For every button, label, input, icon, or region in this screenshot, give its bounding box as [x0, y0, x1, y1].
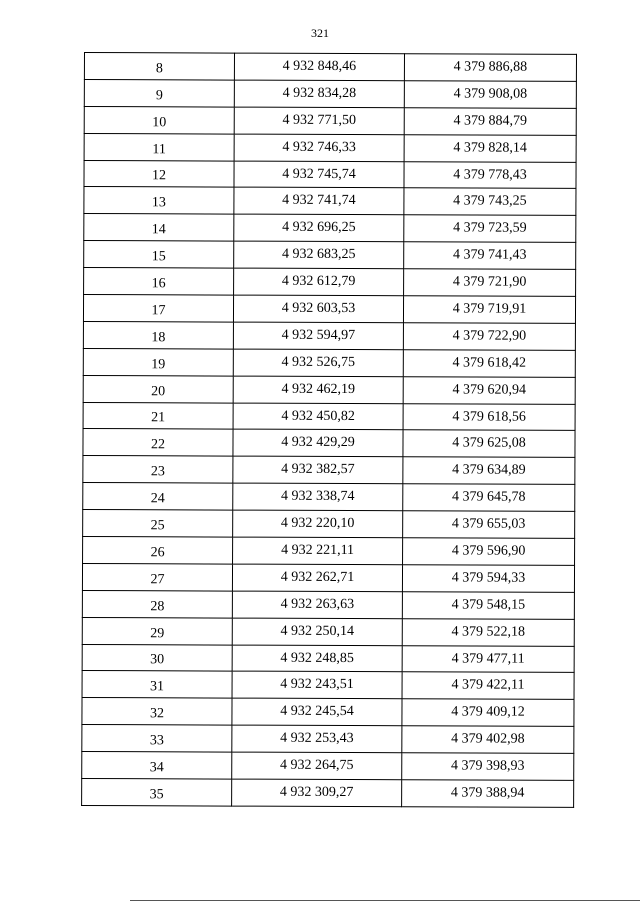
point-number-cell: 29 [82, 617, 232, 644]
x-coordinate-cell: 4 932 746,33 [234, 134, 404, 162]
y-coordinate-cell: 4 379 398,93 [402, 753, 574, 781]
table-row [84, 268, 576, 297]
table-row [83, 456, 575, 485]
table-row [82, 617, 574, 646]
y-coordinate-cell: 4 379 634,89 [403, 457, 575, 485]
point-number-cell: 12 [84, 160, 234, 187]
point-number-cell: 22 [83, 429, 233, 456]
y-coordinate-cell: 4 379 828,14 [404, 134, 576, 162]
y-coordinate-cell: 4 379 645,78 [403, 484, 575, 512]
point-number-cell: 11 [84, 133, 234, 160]
point-number-cell: 27 [82, 563, 232, 590]
x-coordinate-cell: 4 932 594,97 [233, 322, 403, 350]
table-row [83, 483, 575, 512]
point-number-cell: 18 [83, 321, 233, 348]
table-row [84, 214, 576, 243]
point-number-cell: 32 [82, 698, 232, 725]
x-coordinate-cell: 4 932 262,71 [232, 564, 402, 592]
y-coordinate-cell: 4 379 618,56 [403, 403, 575, 431]
point-number-cell: 15 [84, 241, 234, 268]
x-coordinate-cell: 4 932 834,28 [234, 80, 404, 108]
table-row [84, 187, 576, 216]
x-coordinate-cell: 4 932 243,51 [232, 672, 402, 700]
table-row [83, 348, 575, 377]
point-number-cell: 20 [83, 375, 233, 402]
table-row [82, 698, 574, 727]
x-coordinate-cell: 4 932 526,75 [233, 349, 403, 377]
point-number-cell: 30 [82, 644, 232, 671]
table-row [83, 375, 575, 404]
point-number-cell: 21 [83, 402, 233, 429]
y-coordinate-cell: 4 379 741,43 [404, 242, 576, 270]
y-coordinate-cell: 4 379 719,91 [403, 296, 575, 324]
y-coordinate-cell: 4 379 422,11 [402, 672, 574, 700]
x-coordinate-cell: 4 932 338,74 [233, 483, 403, 511]
page-edge-line [130, 900, 640, 901]
y-coordinate-cell: 4 379 884,79 [404, 108, 576, 136]
y-coordinate-cell: 4 379 618,42 [403, 350, 575, 378]
x-coordinate-cell: 4 932 264,75 [232, 752, 402, 780]
table-row [83, 402, 575, 431]
y-coordinate-cell: 4 379 722,90 [403, 323, 575, 351]
y-coordinate-cell: 4 379 477,11 [402, 645, 574, 673]
y-coordinate-cell: 4 379 625,08 [403, 430, 575, 458]
point-number-cell: 19 [83, 348, 233, 375]
x-coordinate-cell: 4 932 248,85 [232, 645, 402, 673]
x-coordinate-cell: 4 932 429,29 [233, 430, 403, 458]
y-coordinate-cell: 4 379 723,59 [404, 215, 576, 243]
y-coordinate-cell: 4 379 402,98 [402, 726, 574, 754]
y-coordinate-cell: 4 379 594,33 [402, 565, 574, 593]
table-row [83, 429, 575, 458]
table-row [83, 295, 575, 324]
table-row [82, 563, 574, 592]
point-number-cell: 24 [83, 483, 233, 510]
table-row [83, 321, 575, 350]
page-number: 321 [311, 26, 329, 40]
y-coordinate-cell: 4 379 548,15 [402, 592, 574, 620]
y-coordinate-cell: 4 379 388,94 [402, 780, 574, 808]
y-coordinate-cell: 4 379 620,94 [403, 376, 575, 404]
x-coordinate-cell: 4 932 848,46 [234, 53, 404, 81]
table-row [84, 79, 576, 108]
coordinate-table-body [82, 53, 577, 808]
table-row [84, 53, 576, 82]
x-coordinate-cell: 4 932 603,53 [233, 295, 403, 323]
point-number-cell: 17 [83, 295, 233, 322]
point-number-cell: 28 [82, 590, 232, 617]
table-row [82, 590, 574, 619]
x-coordinate-cell: 4 932 263,63 [232, 591, 402, 619]
point-number-cell: 26 [83, 537, 233, 564]
point-number-cell: 8 [84, 53, 234, 80]
y-coordinate-cell: 4 379 522,18 [402, 618, 574, 646]
y-coordinate-cell: 4 379 908,08 [404, 81, 576, 109]
table-row [82, 752, 574, 781]
point-number-cell: 10 [84, 106, 234, 133]
table-row [84, 106, 576, 135]
y-coordinate-cell: 4 379 721,90 [404, 269, 576, 297]
y-coordinate-cell: 4 379 886,88 [404, 54, 576, 82]
y-coordinate-cell: 4 379 596,90 [403, 538, 575, 566]
table-row [82, 779, 574, 808]
point-number-cell: 34 [82, 752, 232, 779]
x-coordinate-cell: 4 932 245,54 [232, 698, 402, 726]
point-number-cell: 16 [84, 268, 234, 295]
point-number-cell: 13 [84, 187, 234, 214]
x-coordinate-cell: 4 932 253,43 [232, 725, 402, 753]
x-coordinate-cell: 4 932 683,25 [234, 241, 404, 269]
y-coordinate-cell: 4 379 655,03 [403, 511, 575, 539]
x-coordinate-cell: 4 932 220,10 [233, 510, 403, 538]
x-coordinate-cell: 4 932 612,79 [234, 268, 404, 296]
x-coordinate-cell: 4 932 741,74 [234, 188, 404, 216]
table-row [84, 133, 576, 162]
x-coordinate-cell: 4 932 221,11 [233, 537, 403, 565]
x-coordinate-cell: 4 932 382,57 [233, 456, 403, 484]
table-row [83, 537, 575, 566]
point-number-cell: 23 [83, 456, 233, 483]
point-number-cell: 9 [84, 79, 234, 106]
table-row [82, 671, 574, 700]
y-coordinate-cell: 4 379 409,12 [402, 699, 574, 727]
y-coordinate-cell: 4 379 743,25 [404, 188, 576, 216]
y-coordinate-cell: 4 379 778,43 [404, 161, 576, 189]
x-coordinate-cell: 4 932 450,82 [233, 403, 403, 431]
x-coordinate-cell: 4 932 462,19 [233, 376, 403, 404]
point-number-cell: 14 [84, 214, 234, 241]
point-number-cell: 31 [82, 671, 232, 698]
point-number-cell: 33 [82, 725, 232, 752]
x-coordinate-cell: 4 932 309,27 [232, 779, 402, 807]
table-row [82, 644, 574, 673]
table-row [82, 725, 574, 754]
table-row [83, 510, 575, 539]
table-row [84, 241, 576, 270]
x-coordinate-cell: 4 932 745,74 [234, 161, 404, 189]
table-row [84, 160, 576, 189]
point-number-cell: 35 [82, 779, 232, 806]
x-coordinate-cell: 4 932 250,14 [232, 618, 402, 646]
x-coordinate-cell: 4 932 771,50 [234, 107, 404, 135]
point-number-cell: 25 [83, 510, 233, 537]
x-coordinate-cell: 4 932 696,25 [234, 214, 404, 242]
coordinate-table [81, 52, 577, 808]
